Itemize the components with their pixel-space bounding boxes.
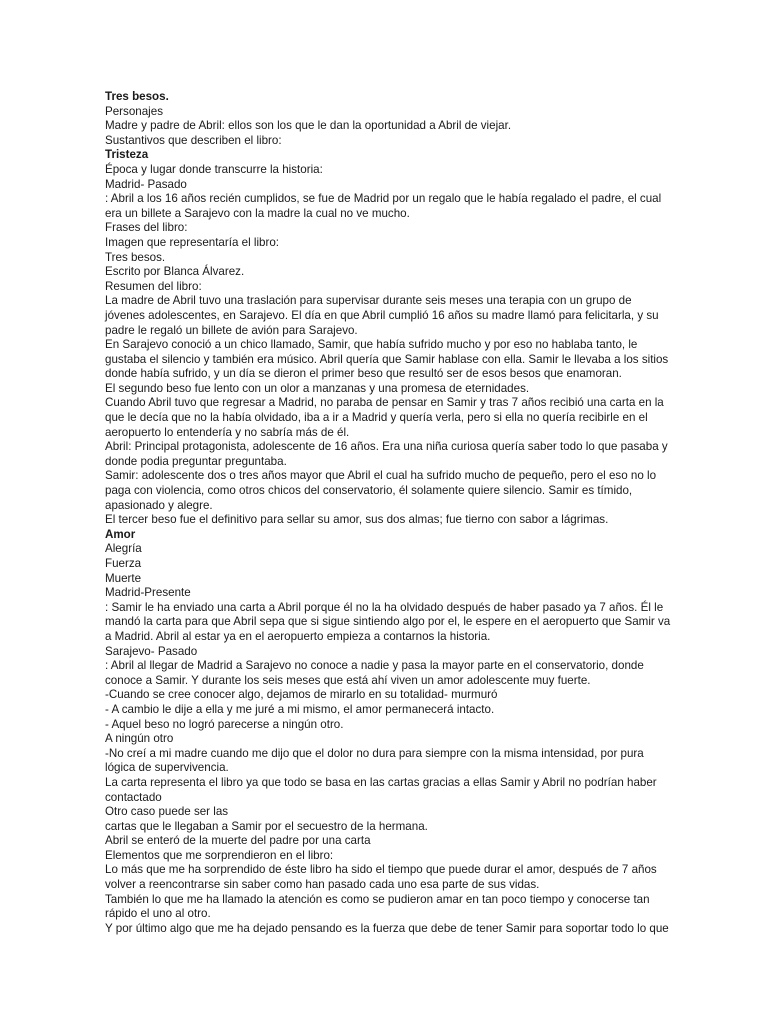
text-line: En Sarajevo conoció a un chico llamado, Samir, que había sufrido mucho y por eso no hablaba tanto, le [105,338,638,352]
text-line: Otro caso puede ser las [105,805,229,819]
text-line: donde podia preguntar preguntaba. [105,454,287,468]
text-line: lógica de supervivencia. [105,761,229,775]
text-line: Abril: Principal protagonista, adolescente de 16 años. Era una niña curiosa quería saber todo lo que pasaba y [105,440,668,454]
document-page [105,90,671,936]
text-line: Personajes [105,104,164,118]
section-heading: Tres besos. [105,90,169,103]
section-heading: Amor [105,527,136,541]
text-line: donde había sufrido, y un día se dieron el primer beso que resultó ser de esos besos que enamoran. [105,367,622,381]
text-line: apasionado y alegre. [105,498,213,512]
text-line: Imagen que representaría el libro: [105,235,280,249]
text-line: También lo que me ha llamado la atención es como se pudieron amar en tan poco tiempo y conocerse tan [105,892,650,906]
text-line: Época y lugar donde transcurre la historia: [105,162,323,176]
text-line: El segundo beso fue lento con un olor a manzanas y una promesa de eternidades. [105,381,530,395]
text-line: rápido el uno al otro. [105,907,211,921]
text-line: Sarajevo- Pasado [105,644,198,658]
text-line: Alegría [105,542,142,556]
text-line: - Aquel beso no logró parecerse a ningún otro. [105,717,344,731]
text-line: Madrid- Pasado [105,177,187,191]
text-line: padre le regaló un billete de avión para Sarajevo. [105,323,358,337]
text-line: a Madrid. Abril al estar ya en el aeropuerto empieza a contarnos la historia. [105,629,491,643]
text-line: : Samir le ha enviado una carta a Abril porque él no la ha olvidado después de haber pasado ya 7 años. Él le [105,600,664,614]
text-line: - A cambio le dije a ella y me juré a mi mismo, el amor permanecerá intacto. [105,702,495,716]
text-line: -No creí a mi madre cuando me dijo que el dolor no dura para siempre con la misma intensidad, por pura [105,746,644,760]
text-line: paga con violencia, como otros chicos del conservatorio, él solamente quiere silencio. Samir es tímido, [105,484,633,498]
text-line: Resumen del libro: [105,279,202,293]
text-line: Madrid-Presente [105,586,191,600]
text-line: -Cuando se cree conocer algo, dejamos de mirarlo en su totalidad- murmuró [105,688,498,702]
section-heading: Tristeza [105,148,149,162]
text-line: Escrito por Blanca Álvarez. [105,265,245,279]
text-line: Fuerza [105,557,142,570]
text-line: Lo más que me ha sorprendido de éste libro ha sido el tiempo que puede durar el amor, después de 7 años [105,863,657,877]
text-line: Frases del libro: [105,221,188,235]
text-line: El tercer beso fue el definitivo para sellar su amor, sus dos almas; fue tierno con sabor a lágrimas. [105,513,609,527]
text-line: contactado [105,790,162,804]
text-line: mandó la carta para que Abril sepa que si sigue sintiendo algo por el, le espere en el aeropuerto que Samir va [105,615,671,629]
text-line: Elementos que me sorprendieron en el libro: [105,848,334,862]
text-line: Cuando Abril tuvo que regresar a Madrid, no paraba de pensar en Samir y tras 7 años recibió una carta en la [105,396,664,410]
text-line: Samir: adolescente dos o tres años mayor que Abril el cual ha sufrido mucho de pequeño, pero el eso no lo [105,469,657,483]
text-line: aeropuerto lo entendería y no sabría más de él. [105,425,350,439]
text-line: Y por último algo que me ha dejado pensando es la fuerza que debe de tener Samir para soportar todo lo que [105,921,669,935]
text-line: : Abril a los 16 años recién cumplidos, se fue de Madrid por un regalo que le había regalado el padre, el cual [105,192,662,206]
text-line: Muerte [105,571,142,585]
text-line: jóvenes adolescentes, en Sarajevo. El día en que Abril cumplió 16 años su madre llamó para felicitarla, y su [105,308,659,322]
text-line: : Abril al llegar de Madrid a Sarajevo no conoce a nadie y pasa la mayor parte en el conservatorio, donde [105,659,644,673]
text-line: Abril se enteró de la muerte del padre por una carta [105,834,371,848]
text-line: La carta representa el libro ya que todo se basa en las cartas gracias a ellas Samir y Abril no podrían haber [105,775,657,789]
text-line: Sustantivos que describen el libro: [105,133,282,147]
text-line: A ningún otro [105,732,174,746]
text-line: cartas que le llegaban a Samir por el secuestro de la hermana. [105,819,428,833]
text-line: gustaba el silencio y también era músico. Abril quería que Samir hablase con ella. Samir le llevaba a los sitios [105,352,669,366]
text-line: era un billete a Sarajevo con la madre la cual no ve mucho. [105,206,410,220]
text-line: Tres besos. [105,250,166,264]
text-line: que le decía que no la había olvidado, iba a ir a Madrid y quería verla, pero si ella no quería recibirle en el [105,411,648,425]
text-line: volver a reencontrarse sin saber como han pasado cada uno esa parte de sus vidas. [105,878,540,892]
text-line: conoce a Samir. Y durante los seis meses que está ahí viven un amor adolescente muy fuerte. [105,673,591,687]
text-line: La madre de Abril tuvo una traslación para supervisar durante seis meses una terapia con un grupo de [105,294,632,308]
text-line: Madre y padre de Abril: ellos son los que le dan la oportunidad a Abril de viejar. [105,119,512,133]
